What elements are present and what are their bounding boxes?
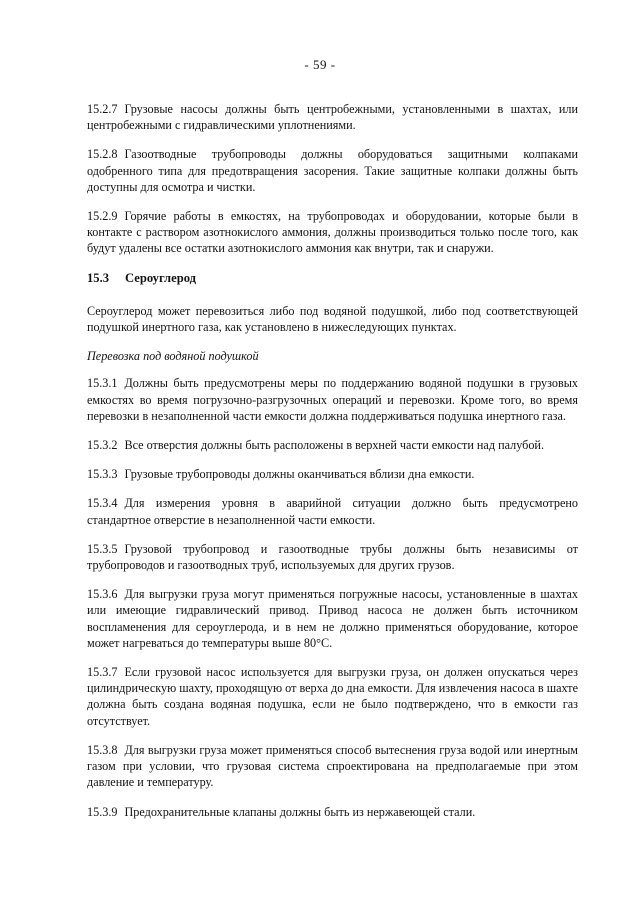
clause-number: 15.2.9 <box>87 209 118 224</box>
clause-text: Все отверстия должны быть расположены в верхней части емкости над палубой. <box>124 438 544 453</box>
clause-text: Если грузовой насос используется для выгрузки груза, он должен опускаться через цилиндрическую шахту, проходящую от верха до дна емкости. Для извлечения насоса в шахте должна быть создана водяная подушка, если не было подтверждено, что в емкости газ отсутствует. <box>87 665 579 728</box>
clause-15-3-9 <box>87 804 578 820</box>
clause-15-2-9 <box>87 208 578 257</box>
clause-15-3-6 <box>87 586 578 651</box>
clause-15-3-3 <box>87 466 578 482</box>
clause-text: Грузовые насосы должны быть центробежными, установленными в шахтах, или центробежными с гидравлическими уплотнениями. <box>87 102 578 133</box>
clause-text: Грузовые трубопроводы должны оканчиваться вблизи дна емкости. <box>124 467 475 482</box>
clause-number: 15.3.9 <box>87 804 118 819</box>
clause-text: Должны быть предусмотрены меры по поддержанию водяной подушки в грузовых емкостях во время погрузочно-разгрузочных операций и перевозки. Кроме того, во время перевозки в незаполненной части емкости должна поддерживаться подушка инертного газа. <box>87 376 578 423</box>
clause-text: Для выгрузки груза может применяться способ вытеснения груза водой или инертным газом при условии, что грузовая система спроектирована на предполагаемые при этом давление и температуру. <box>87 742 578 790</box>
page-number: - 59 - <box>304 57 336 72</box>
clause-number: 15.3.3 <box>87 467 118 482</box>
clause-15-3-7 <box>87 664 578 729</box>
clause-15-3-5 <box>87 541 578 573</box>
clause-15-3-4 <box>87 495 578 527</box>
clause-number: 15.3.2 <box>87 438 118 453</box>
section-heading <box>87 270 578 286</box>
clause-15-2-7 <box>87 101 578 133</box>
clause-number: 15.3.8 <box>87 742 118 757</box>
clause-text: Для выгрузки груза могут применяться погружные насосы, установленные в шахтах или имеющие гидравлический привод. Привод насоса не должен быть источником воспламенения для сероуглерода, и в нем не должно применяться оборудование, которое может нагреваться до температуры выше 80°C. <box>87 587 578 650</box>
clause-number: 15.3.4 <box>87 496 118 511</box>
clause-number: 15.3.1 <box>87 376 118 391</box>
clause-15-3-1 <box>87 375 578 424</box>
clause-text: Грузовой трубопровод и газоотводные трубы должны быть независимы от трубопроводов и газоотводных труб, используемых для других грузов. <box>87 541 578 573</box>
clause-text: Горячие работы в емкостях, на трубопроводах и оборудовании, которые были в контакте с раствором азотнокислого аммония, должны производиться только после того, как будут удалены все остатки азотнокислого аммония как внутри, так и снаружи. <box>87 209 578 256</box>
clause-number: 15.3.5 <box>87 541 118 556</box>
section-intro: Сероуглерод может перевозиться либо под водяной подушкой, либо под соответствующей подушкой инертного газа, как установлено в нижеследующих пунктах. <box>87 303 578 335</box>
clause-number: 15.2.7 <box>87 102 118 116</box>
clause-text: Газоотводные трубопроводы должны оборудоваться защитными колпаками одобренного типа для предотвращения засорения. Такие защитные колпаки должны быть доступны для осмотра и чистки. <box>87 147 578 194</box>
section-number: 15.3 <box>87 270 110 285</box>
clause-text: Предохранительные клапаны должны быть из нержавеющей стали. <box>124 804 476 819</box>
clause-15-3-2 <box>87 437 578 453</box>
clause-number: 15.2.8 <box>87 147 118 162</box>
clause-text: Для измерения уровня в аварийной ситуации должно быть предусмотрено стандартное отверстие в незаполненной части емкости. <box>87 496 578 527</box>
subheading: Перевозка под водяной подушкой <box>87 349 259 364</box>
clause-15-3-8 <box>87 742 578 791</box>
clause-number: 15.3.6 <box>87 587 118 602</box>
clause-15-2-8 <box>87 146 578 195</box>
section-title: Сероуглерод <box>125 270 196 285</box>
page-content <box>87 101 578 833</box>
clause-number: 15.3.7 <box>87 665 118 680</box>
